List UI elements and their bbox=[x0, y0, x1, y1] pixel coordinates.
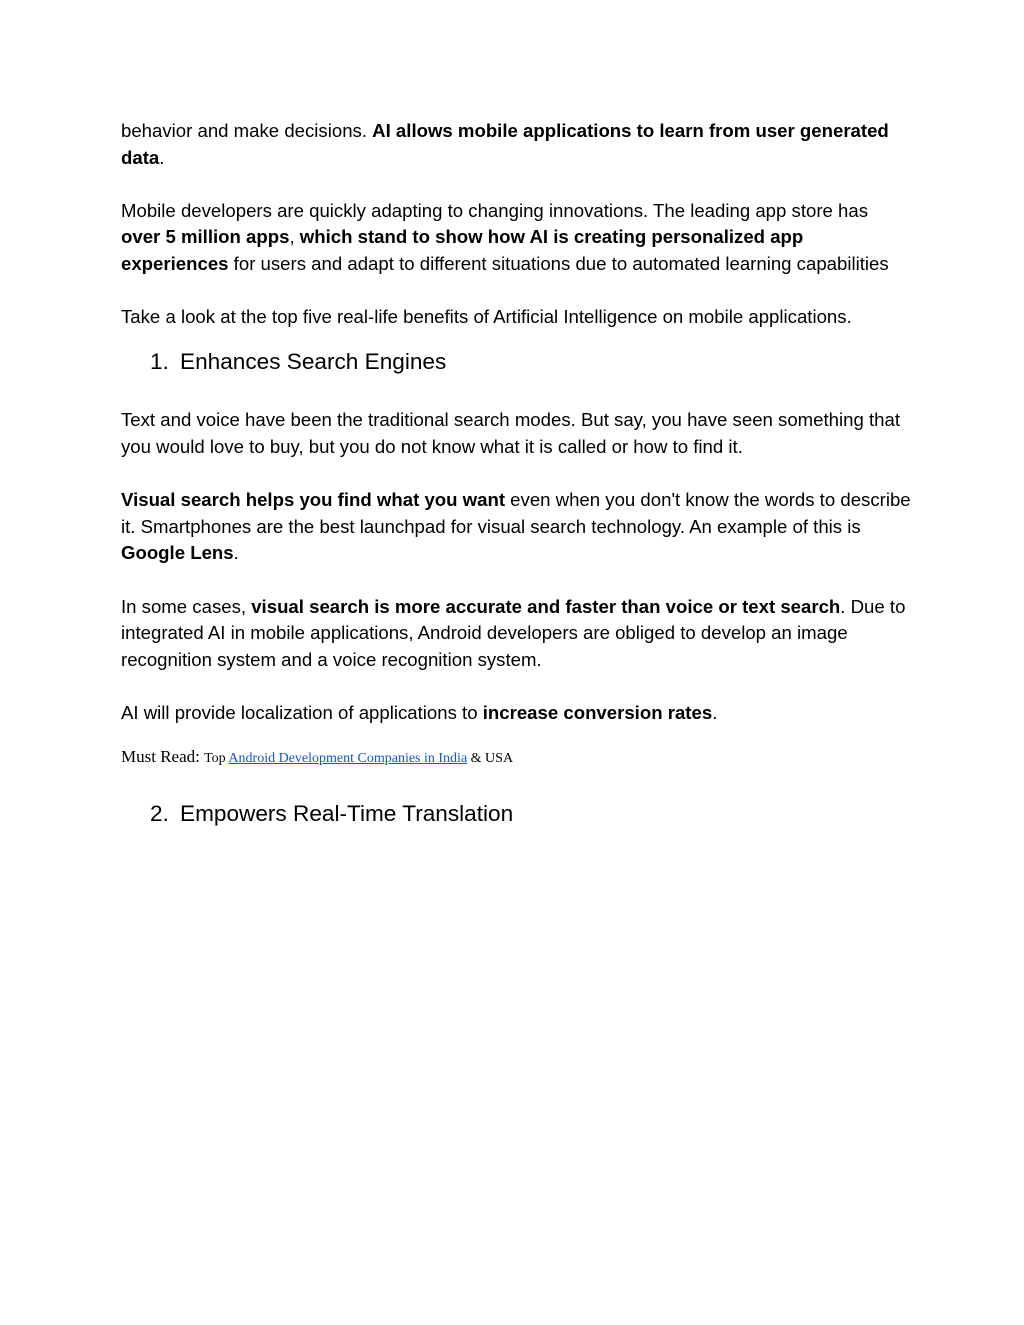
paragraph-ai-learning: behavior and make decisions. AI allows mobile applications to learn from user generated data. bbox=[121, 120, 889, 168]
document-page bbox=[121, 118, 911, 829]
must-read-line: Must Read: Top Android Development Companies in India & USA bbox=[121, 747, 514, 767]
heading-real-time-translation: 2. Empowers Real-Time Translation bbox=[150, 801, 514, 827]
paragraph-mobile-developers: Mobile developers are quickly adapting to changing innovations. The leading app store has over 5 million apps, which stand to show how AI is creating personalized app experiences for users and adapt to different situations due to automated learning capabilities bbox=[121, 199, 889, 274]
paragraph-search-modes: Text and voice have been the traditional search modes. But say, you have seen something that you would love to buy, but you do not know what it is called or how to find it. bbox=[121, 409, 901, 457]
paragraph-visual-search: Visual search helps you find what you want even when you don't know the words to describe it. Smartphones are the best launchpad for visual search technology. An example of this is Google Lens. bbox=[121, 489, 911, 564]
android-companies-link[interactable]: Android Development Companies in India bbox=[228, 751, 468, 767]
heading-enhances-search-engines: 1. Enhances Search Engines bbox=[150, 349, 447, 375]
paragraph-visual-accuracy: In some cases, visual search is more accurate and faster than voice or text search. Due to integrated AI in mobile applications, Android developers are obliged to develop an image recognition system and a voice recognition system. bbox=[121, 595, 906, 670]
paragraph-localization: AI will provide localization of applications to increase conversion rates. bbox=[121, 701, 718, 723]
paragraph-top-five: Take a look at the top five real-life benefits of Artificial Intelligence on mobile applications. bbox=[121, 306, 852, 328]
